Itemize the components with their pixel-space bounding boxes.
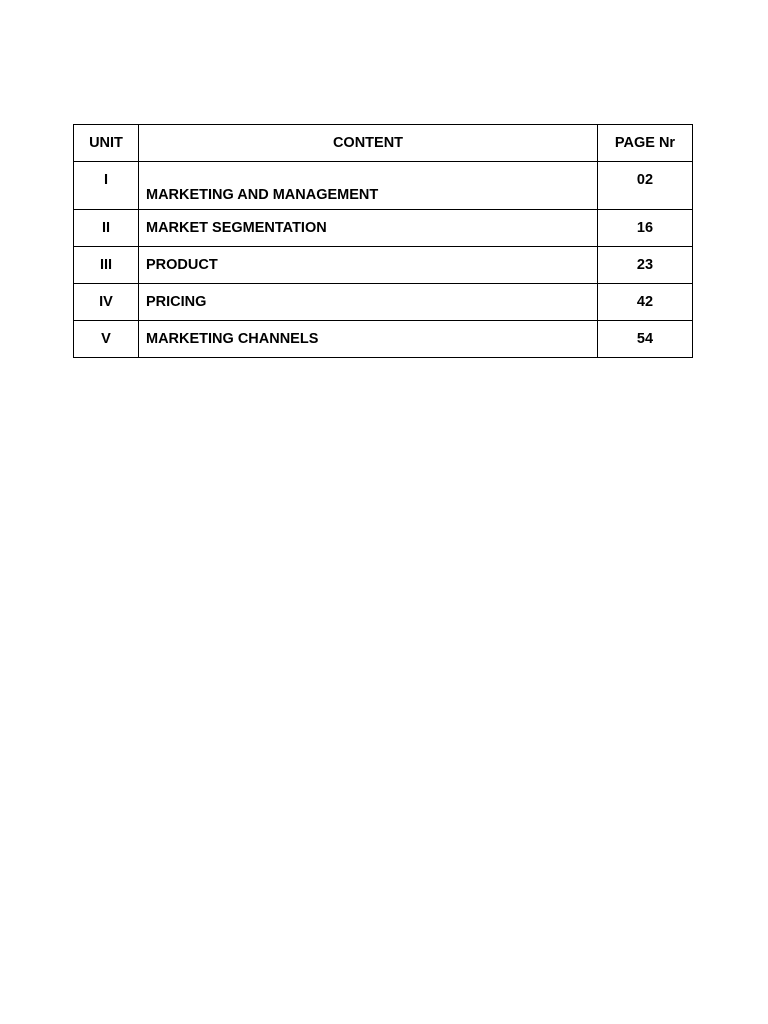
page-number-cell: 16 xyxy=(598,210,693,247)
content-cell: MARKETING AND MANAGEMENT xyxy=(139,162,598,210)
table-row xyxy=(74,321,693,358)
content-cell: MARKET SEGMENTATION xyxy=(139,210,598,247)
unit-cell: II xyxy=(74,210,139,247)
page-number-cell: 54 xyxy=(598,321,693,358)
content-cell: PRICING xyxy=(139,284,598,321)
unit-cell: V xyxy=(74,321,139,358)
unit-cell: I xyxy=(74,162,139,210)
unit-cell: III xyxy=(74,247,139,284)
table-row xyxy=(74,247,693,284)
table-row xyxy=(74,210,693,247)
header-content: CONTENT xyxy=(139,125,598,162)
table-of-contents xyxy=(73,124,693,358)
content-cell: MARKETING CHANNELS xyxy=(139,321,598,358)
header-page-number: PAGE Nr xyxy=(598,125,693,162)
content-cell: PRODUCT xyxy=(139,247,598,284)
unit-cell: IV xyxy=(74,284,139,321)
header-unit: UNIT xyxy=(74,125,139,162)
page-number-cell: 23 xyxy=(598,247,693,284)
page-number-cell: 42 xyxy=(598,284,693,321)
page-number-cell: 02 xyxy=(598,162,693,210)
table-header-row xyxy=(74,125,693,162)
table-row xyxy=(74,284,693,321)
table-row xyxy=(74,162,693,210)
